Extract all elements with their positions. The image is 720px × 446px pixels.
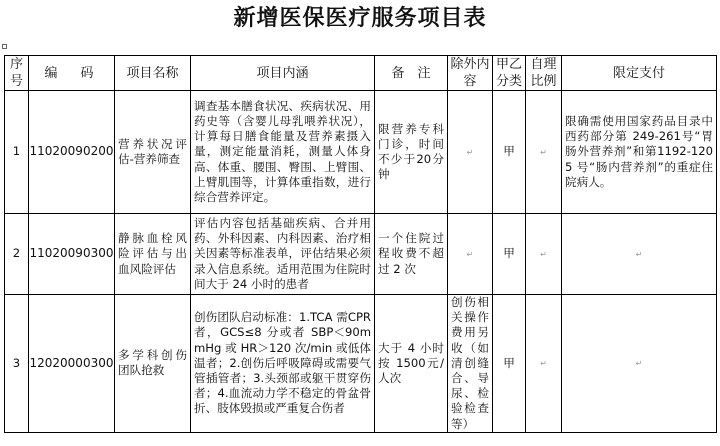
paragraph-mark-icon: ↵ [540, 147, 547, 157]
table-move-handle[interactable] [2, 44, 7, 49]
cell-self-pay [526, 91, 562, 214]
cell-category: 甲 [493, 91, 526, 214]
cell-seq: 3 [5, 295, 29, 433]
cell-name: 多学科创伤团队抢救 [115, 295, 191, 433]
cell-seq: 2 [5, 214, 29, 295]
cell-excluded: 创伤相关操作费用另收（如清创缝合、导尿、检验检查等） [448, 295, 493, 433]
cell-code: 11020090300 [29, 214, 115, 295]
paragraph-mark-icon: ↵ [540, 359, 547, 369]
header-self-pay: 自理比例 [526, 56, 562, 91]
header-limit: 限定支付 [562, 56, 717, 91]
cell-limit: 限确需使用国家药品目录中西药部分第 249-261号“胃肠外营养剂”和第1192-1205 号“肠内营养剂”的重症住院病人。 [562, 91, 717, 214]
paragraph-mark-icon: ↵ [635, 249, 643, 259]
cell-excluded [448, 91, 493, 214]
cell-content: 调查基本膳食状况、疾病状况、用药史等（含婴儿母乳喂养状况），计算每日膳食能量及营养素摄入量，测定能量消耗，测量人体身高、体重、腰围、臀围、上臂围、上臂肌围等，计算体重指数，进行综合营养评定。 [191, 91, 375, 214]
paragraph-mark-icon: ↵ [466, 249, 474, 259]
cell-code: 12020000300 [29, 295, 115, 433]
cell-category: 甲 [493, 295, 526, 433]
header-name: 项目名称 [115, 56, 191, 91]
paragraph-mark-icon: ↵ [635, 359, 643, 369]
cell-name: 静脉血栓风险评估与出血风险评估 [115, 214, 191, 295]
cell-self-pay [526, 214, 562, 295]
cell-excluded [448, 214, 493, 295]
cell-content: 评估内容包括基础疾病、合并用药、外科因素、内科因素、治疗相关因素等标准表单，评估结果必须录入信息系统。适用范围为住院时间大于 24 小时的患者 [191, 214, 375, 295]
header-code: 编 码 [29, 56, 115, 91]
cell-limit [562, 214, 717, 295]
services-table [4, 55, 717, 433]
header-category: 甲乙分类 [493, 56, 526, 91]
table-row [5, 214, 717, 295]
header-excluded: 除外内容 [448, 56, 493, 91]
header-seq: 序号 [5, 56, 29, 91]
paragraph-mark-icon: ↵ [466, 147, 474, 157]
table-row [5, 91, 717, 214]
cell-self-pay [526, 295, 562, 433]
cell-content: 创伤团队启动标准：1.TCA 需CPR 者，GCS≤8 分或者 SBP＜90mmHg 或 HR＞120 次/min 或低体温者；2.创伤后呼吸障碍或需要气管插管者；3.头颈部或躯干贯穿伤者；4.血流动力学不稳定的骨盆骨折、肢体毁损或严重复合伤者 [191, 295, 375, 433]
cell-note: 大于 4 小时按 1500元/人次 [375, 295, 448, 433]
cell-code: 11020090200 [29, 91, 115, 214]
cell-category: 甲 [493, 214, 526, 295]
paragraph-mark-icon: ↵ [540, 249, 547, 259]
cell-seq: 1 [5, 91, 29, 214]
cell-name: 营养状况评估-营养筛查 [115, 91, 191, 214]
document-title: 新增医保医疗服务项目表 [233, 6, 487, 31]
table-row [5, 295, 717, 433]
cell-limit [562, 295, 717, 433]
cell-note: 限营养专科门诊，时间不少于20分钟 [375, 91, 448, 214]
header-content: 项目内涵 [191, 56, 375, 91]
cell-note: 一个住院过程收费不超过 2 次 [375, 214, 448, 295]
header-note: 备 注 [375, 56, 448, 91]
header-row [5, 56, 717, 91]
